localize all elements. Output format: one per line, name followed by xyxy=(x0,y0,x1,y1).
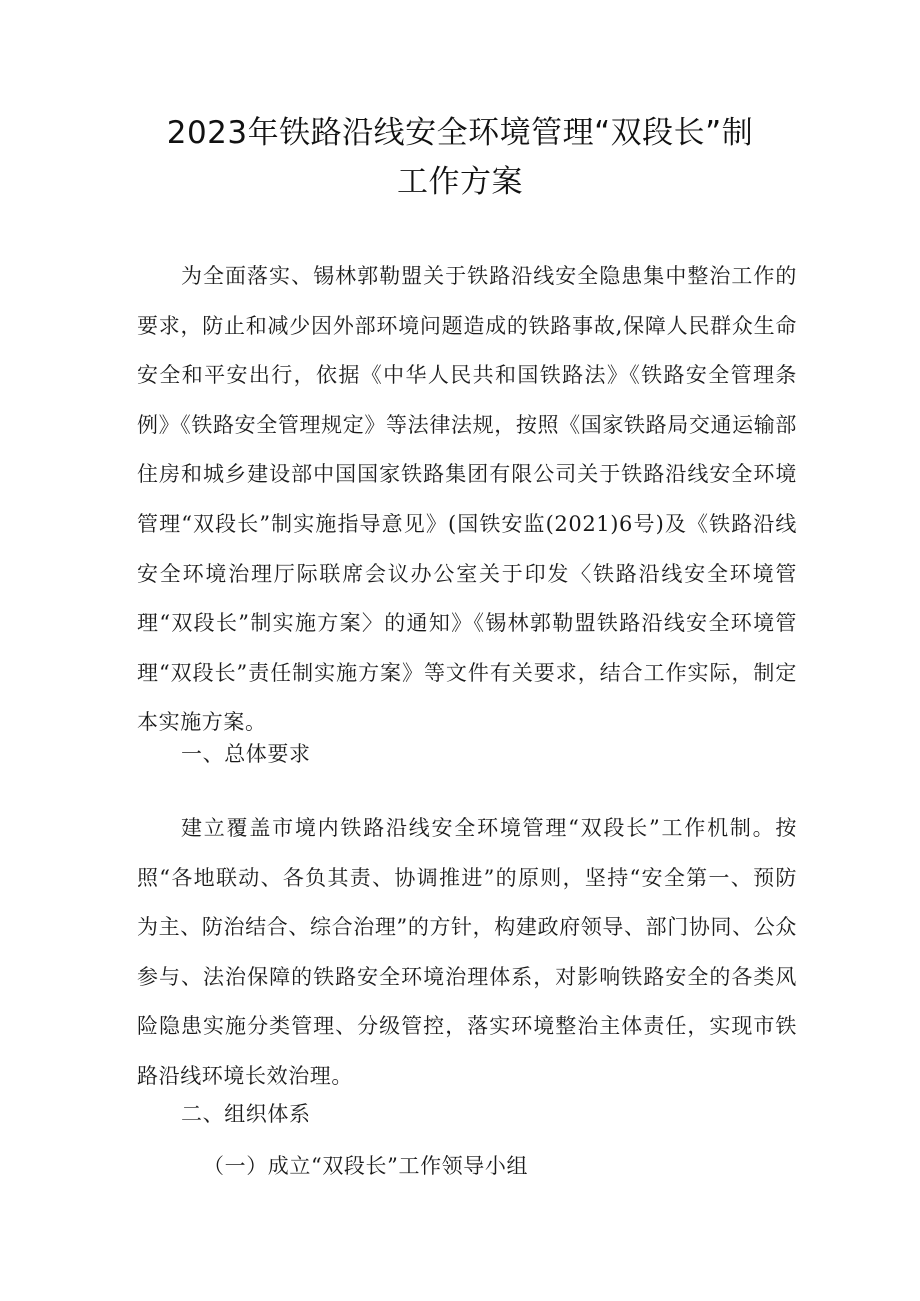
subsection-heading-leading-group: （一）成立“双段长”工作领导小组 xyxy=(203,1154,529,1178)
document-title-line-2: 工作方案 xyxy=(397,164,523,200)
intro-paragraph: 为全面落实、锡林郭勒盟关于铁路沿线安全隐患集中整治工作的要求，防止和减少因外部环境问题造成的铁路事故,保障人民群众生命安全和平安出行，依据《中华人民共和国铁路法》《铁路安全管理条例》《铁路安全管理规定》等法律法规，按照《国家铁路局交通运输部住房和城乡建设部中国国家铁路集团有限公司关于铁路沿线安全环境管理“双段长”制实施指导意见》(国铁安监(2021)6号)及《铁路沿线安全环境治理厅际联席会议办公室关于印发〈铁路沿线安全环境管理“双段长”制实施方案〉的通知》《锡林郭勒盟铁路沿线安全环境管理“双段长”责任制实施方案》等文件有关要求，结合工作实际，制定本实施方案。 xyxy=(137,264,797,735)
section-heading-organization: 二、组织体系 xyxy=(181,1102,311,1126)
general-requirements-paragraph: 建立覆盖市境内铁路沿线安全环境管理“双段长”工作机制。按照“各地联动、各负其责、协调推进”的原则，坚持“安全第一、预防为主、防治结合、综合治理”的方针，构建政府领导、部门协同、公众参与、法治保障的铁路安全环境治理体系，对影响铁路安全的各类风险隐患实施分类管理、分级管控，落实环境整治主体责任，实现市铁路沿线环境长效治理。 xyxy=(137,816,797,1088)
document-title-line-1: 2023年铁路沿线安全环境管理“双段长”制 xyxy=(166,115,754,151)
section-heading-general-requirements: 一、总体要求 xyxy=(181,742,311,766)
